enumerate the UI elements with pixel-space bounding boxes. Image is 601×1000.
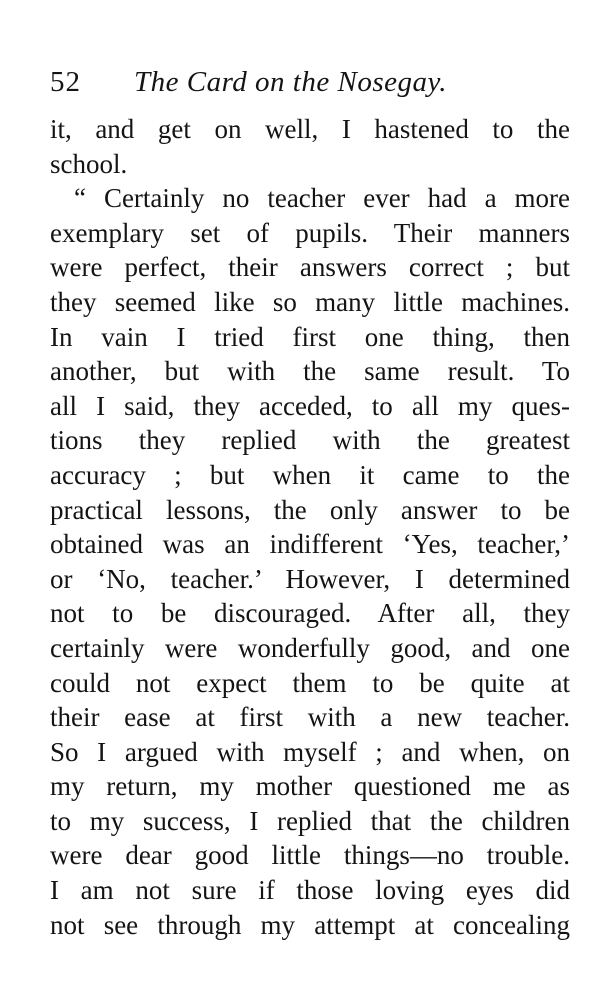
text-line: practical lessons, the only answer to be	[50, 494, 570, 525]
text-line: were dear good little things—no trouble.	[50, 840, 570, 871]
text-line: In vain I tried first one thing, then	[50, 321, 570, 352]
text-line: school.	[50, 148, 128, 179]
running-head	[50, 64, 540, 100]
running-title: The Card on the Nosegay.	[134, 66, 448, 98]
text-line: another, but with the same result. To	[50, 356, 570, 387]
text-line: or ‘No, teacher.’ However, I determined	[50, 563, 570, 594]
text-line: all I said, they acceded, to all my ques-	[50, 390, 570, 421]
text-line: “ Certainly no teacher ever had a more	[74, 183, 570, 214]
text-line: accuracy ; but when it came to the	[50, 459, 570, 490]
page-number: 52	[50, 66, 81, 98]
text-line: not see through my attempt at concealing	[50, 909, 570, 940]
text-line: not to be discouraged. After all, they	[50, 598, 570, 629]
body-text	[50, 112, 570, 942]
text-line: exemplary set of pupils. Their manners	[50, 217, 570, 248]
text-line: to my success, I replied that the children	[50, 805, 570, 836]
text-line: it, and get on well, I hastened to the	[50, 114, 570, 144]
text-line: obtained was an indifferent ‘Yes, teacher,’	[50, 529, 570, 560]
text-line: tions they replied with the greatest	[50, 425, 570, 456]
text-line: could not expect them to be quite at	[50, 667, 570, 698]
text-line: my return, my mother questioned me as	[50, 771, 570, 802]
text-line: I am not sure if those loving eyes did	[50, 875, 570, 906]
text-line: their ease at first with a new teacher.	[50, 702, 570, 733]
text-line: they seemed like so many little machines.	[50, 286, 570, 317]
text-line: were perfect, their answers correct ; but	[50, 252, 570, 283]
text-line: So I argued with myself ; and when, on	[50, 736, 570, 767]
text-line: certainly were wonderfully good, and one	[50, 632, 570, 663]
